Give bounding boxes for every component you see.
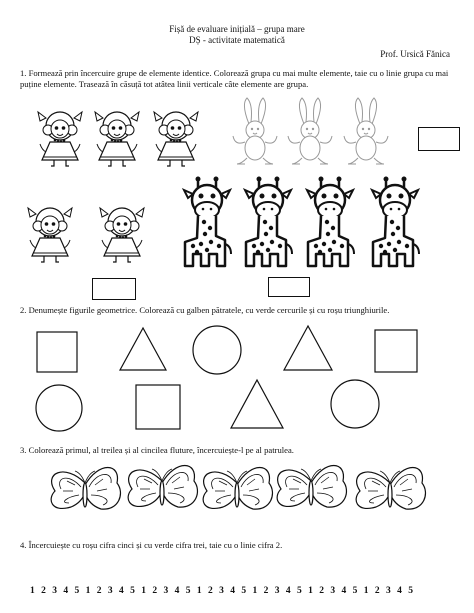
digit-sequence[interactable]: 1 2 3 4 5 1 2 3 4 5 1 2 3 4 5 1 2 3 4 5 1 2 3 4 5 1 2 3 4 5 1 2 3 4 5 [30, 586, 413, 596]
doll-icon [100, 208, 144, 262]
butterfly-icon [128, 466, 197, 508]
giraffe-icon [307, 177, 354, 267]
triangle-shape [120, 328, 166, 370]
square-shape [375, 330, 417, 372]
butterfly-icon [51, 468, 120, 510]
butterfly-icon [277, 466, 346, 508]
author: Prof. Ursică Fănica [380, 49, 450, 59]
task2-instruction: 2. Denumește figurile geometrice. Colorează cu galben pătratele, cu verde cercurile și cu roșu triunghiurile. [20, 305, 390, 315]
square-shape [37, 332, 77, 372]
rabbit-icon [288, 98, 332, 164]
giraffe-icon [245, 177, 292, 267]
circle-shape [193, 326, 241, 374]
doll-icon [154, 112, 198, 166]
task3-instruction: 3. Colorează primul, al treilea și al cincilea fluture, încercuiește-l pe al patrulea. [20, 445, 294, 455]
giraffe-icon [372, 177, 419, 267]
square-shape [136, 385, 180, 429]
triangle-shape [231, 380, 283, 428]
doll-answer-box[interactable] [92, 278, 136, 300]
geometric-shapes [36, 326, 417, 431]
rabbit-icon [344, 98, 388, 164]
worksheet-subtitle: DȘ - activitate matematică [189, 35, 285, 45]
butterfly-icon [356, 468, 425, 510]
doll-icon [28, 208, 72, 262]
doll-icon [38, 112, 82, 166]
circle-shape [36, 385, 82, 431]
task4-instruction: 4. Încercuiește cu roșu cifra cinci și cu verde cifra trei, taie cu o linie cifra 2. [20, 540, 283, 550]
doll-icon [95, 112, 139, 166]
task1-instruction: 1. Formează prin încercuire grupe de elemente identice. Colorează grupa cu mai multe elemente, taie cu o linie grupa cu mai puține elemente. Trasează în căsuță tot atâtea linii verticale câte elemente are grupa. [20, 68, 449, 89]
circle-shape [331, 380, 379, 428]
butterfly-icon [203, 468, 272, 510]
rabbit-icon [233, 98, 277, 164]
rabbit-answer-box[interactable] [418, 127, 460, 151]
giraffe-answer-box[interactable] [268, 277, 310, 297]
worksheet-title: Fișă de evaluare inițială – grupa mare [169, 24, 305, 34]
triangle-shape [284, 326, 332, 370]
giraffe-icon [184, 177, 231, 267]
